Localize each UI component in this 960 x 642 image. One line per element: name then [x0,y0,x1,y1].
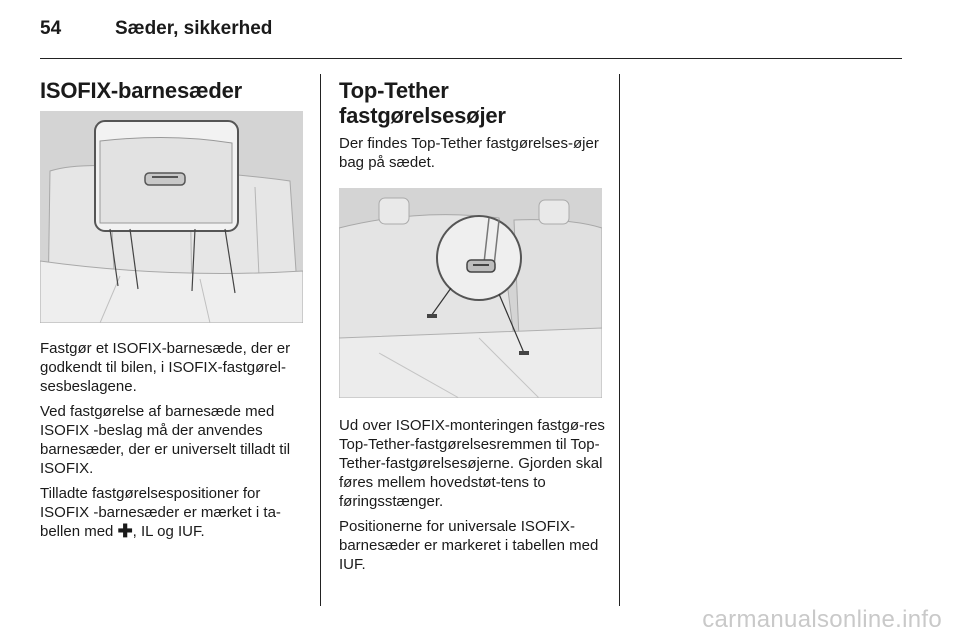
isofix-heading: ISOFIX-barnesæder [40,78,242,103]
top-tether-paragraph-2: Ud over ISOFIX-monteringen fastgø-res Top-Tether-fastgørelsesremmen til Top-Tether-fastgørelsesøjerne. Gjorden skal føres mellem hovedstøt-tens to føringsstænger. [339,417,605,510]
cross-symbol: ✚ [117,521,133,541]
top-tether-heading: Top-Tether fastgørelsesøjer [339,78,506,128]
isofix-paragraph-3-text: Tilladte fastgørelsespositioner for ISOFIX -barnesæder er mærket i ta-bellen med [40,485,281,540]
isofix-column [40,78,306,547]
header-rule [40,58,902,59]
top-tether-column [339,78,605,580]
page-header [40,18,272,40]
isofix-paragraph-3 [40,484,306,541]
section-title: Sæder, sikkerhed [115,18,273,39]
page-number: 54 [40,18,62,39]
top-tether-illustration [339,188,602,398]
top-tether-paragraph-1: Der findes Top-Tether fastgørelses-øjer bag på sædet. [339,135,599,171]
watermark: carmanualsonline.info [702,606,942,633]
isofix-paragraph-2: Ved fastgørelse af barnesæde med ISOFIX -beslag må der anvendes barnesæder, der er universelt tilladt til ISOFIX. [40,403,291,477]
column-divider-1 [320,74,321,606]
column-divider-2 [619,74,620,606]
isofix-seat-illustration [40,111,303,323]
isofix-paragraph-1: Fastgør et ISOFIX-barnesæde, der er godkendt til bilen, i ISOFIX-fastgørel-sesbeslagene. [40,340,291,395]
top-tether-paragraph-3: Positionerne for universale ISOFIX-barnesæder er markeret i tabellen med IUF. [339,518,599,573]
isofix-paragraph-3-end: , IL og IUF. [132,523,205,540]
